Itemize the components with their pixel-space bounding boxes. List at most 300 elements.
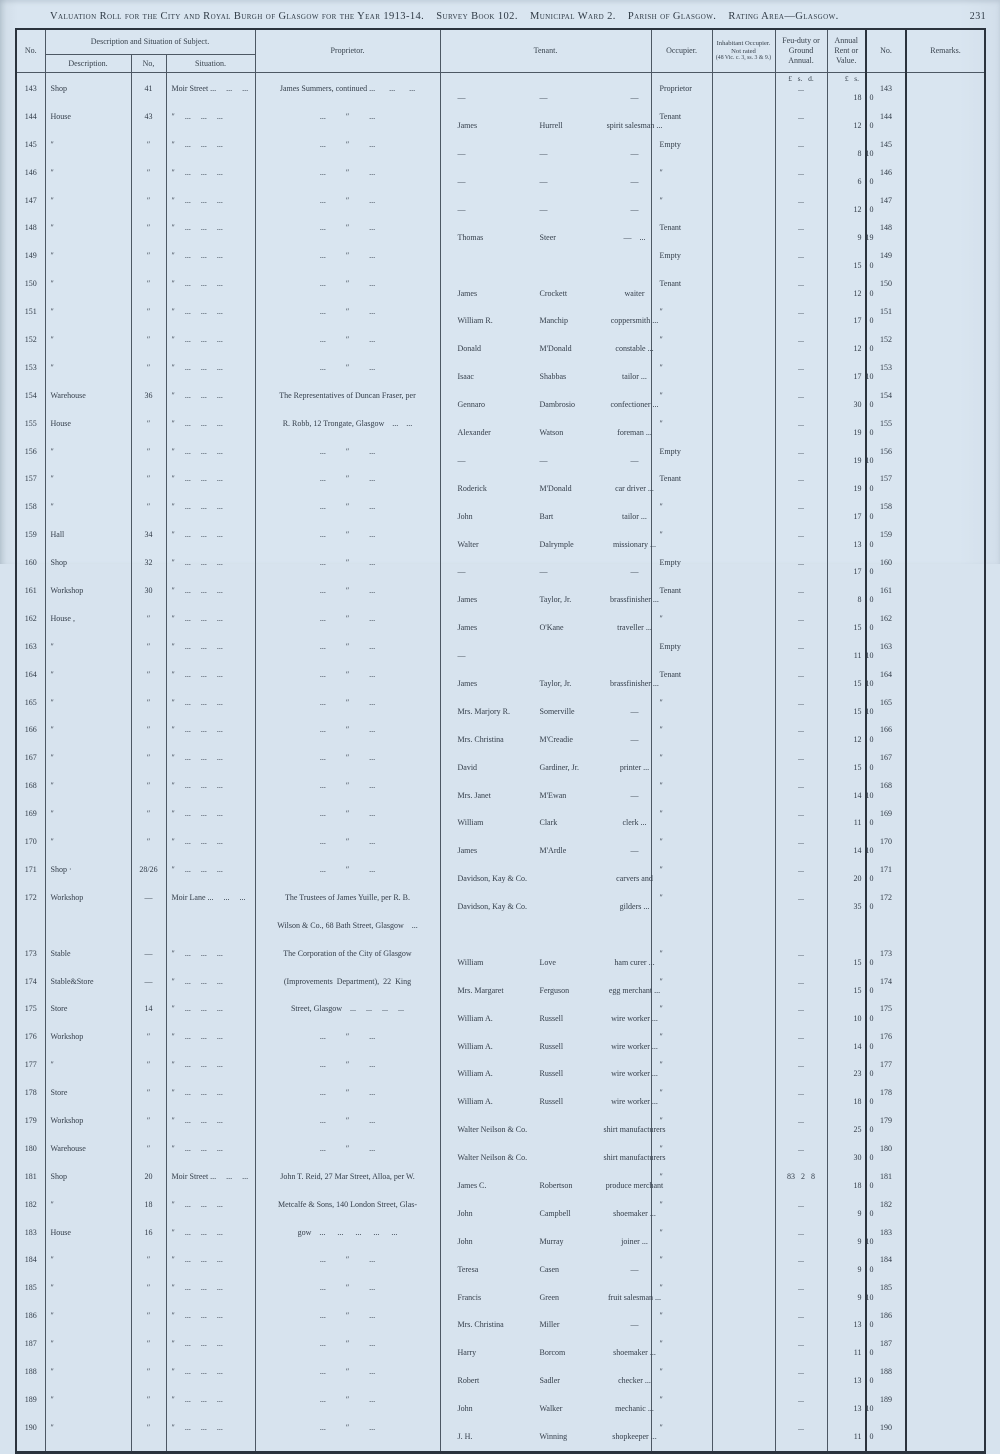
cell-inhabitant-occupier — [712, 1116, 775, 1144]
cell-situation: ″ ... ... ... — [166, 1004, 255, 1032]
cell-description: ″ — [45, 1311, 131, 1339]
cell-no-left: 182 — [16, 1200, 45, 1228]
col-header-proprietor: Proprietor. — [255, 29, 440, 73]
rent-pence: 10 — [865, 706, 874, 716]
cell-occupier: Tenant — [651, 474, 712, 502]
col-header-situation: Situation. — [166, 55, 255, 73]
cell-no-right: 187 — [866, 1339, 906, 1367]
cell-feu-duty: ... — [775, 530, 827, 558]
cell-situation: ″ ... ... ... — [166, 1032, 255, 1060]
inhabitant-occupier-line1: Inhabitant Occupier. — [716, 40, 771, 48]
cell-annual-rent — [827, 1339, 874, 1367]
cell-proprietor: ... ″ ... — [255, 1283, 440, 1311]
cell-inhabitant-occupier — [712, 725, 775, 753]
rent-pence: 0 — [869, 176, 874, 186]
tenant-forename: James — [457, 595, 478, 605]
cell-description: Stable&Store — [45, 977, 131, 1005]
cell-feu-duty: ... — [775, 196, 827, 224]
tenant-surname: Russell — [539, 1097, 564, 1107]
cell-situation: ″ ... ... ... — [166, 307, 255, 335]
tenant-forename: Gennaro — [457, 400, 486, 410]
tenant-forename: William — [457, 957, 484, 967]
col-header-description: Description. — [45, 55, 131, 73]
cell-no-right: 162 — [866, 614, 906, 642]
col-header-no-left: No. — [16, 29, 45, 73]
cell-inhabitant-occupier — [712, 502, 775, 530]
rent-pence: 0 — [869, 344, 874, 354]
cell-no-left: 156 — [16, 447, 45, 475]
cell-street-no: 14 — [131, 1004, 166, 1032]
cell-annual-rent — [827, 419, 874, 447]
cell-street-no: ″ — [131, 753, 166, 781]
cell-street-no: ″ — [131, 698, 166, 726]
tenant-forename: Walter Neilson & Co. — [457, 1153, 528, 1163]
cell-annual-rent — [827, 84, 874, 112]
tenant-surname: Walker — [539, 1404, 563, 1414]
cell-street-no: 28/26 — [131, 865, 166, 893]
cell-remarks — [906, 949, 985, 977]
cell-inhabitant-occupier — [712, 642, 775, 670]
cell-description: ″ — [45, 279, 131, 307]
rent-shillings: 12 — [853, 344, 862, 354]
table-row — [16, 502, 985, 530]
cell-no-left: 181 — [16, 1172, 45, 1200]
cell-description: ″ — [45, 447, 131, 475]
tenant-occupation: mechanic ... — [615, 1404, 654, 1414]
cell-inhabitant-occupier — [712, 586, 775, 614]
cell-feu-duty: ... — [775, 391, 827, 419]
cell-feu-duty: ... — [775, 670, 827, 698]
tenant-surname: M'Ardle — [539, 846, 567, 856]
cell-no-left: 178 — [16, 1088, 45, 1116]
cell-inhabitant-occupier — [712, 391, 775, 419]
cell-inhabitant-occupier — [712, 140, 775, 168]
cell-no-right: 146 — [866, 168, 906, 196]
cell-proprietor: ... ″ ... — [255, 112, 440, 140]
tenant-forename: Robert — [457, 1376, 480, 1386]
cell-feu-duty: ... — [775, 753, 827, 781]
tenant-occupation: — ... — [623, 232, 646, 242]
cell-description: Shop · — [45, 865, 131, 893]
cell-feu-duty: ... — [775, 977, 827, 1005]
cell-proprietor: ... ″ ... — [255, 1423, 440, 1452]
cell-tenant — [440, 865, 651, 893]
cell-remarks — [906, 447, 985, 475]
tenant-occupation: traveller ... — [617, 623, 652, 633]
cell-proprietor: James Summers, continued ... ... ... — [255, 84, 440, 112]
cell-no-left: 190 — [16, 1423, 45, 1452]
cell-description: Hall — [45, 530, 131, 558]
cell-no-right: 182 — [866, 1200, 906, 1228]
cell-proprietor: ... ″ ... — [255, 1088, 440, 1116]
rent-shillings: 11 — [853, 1348, 862, 1358]
cell-no-right: 170 — [866, 837, 906, 865]
cell-occupier: ″ — [651, 335, 712, 363]
cell-street-no: ″ — [131, 363, 166, 391]
tenant-forename: Mrs. Margaret — [457, 985, 504, 995]
cell-feu-duty: ... — [775, 893, 827, 921]
cell-annual-rent — [827, 586, 874, 614]
rent-shillings: 18 — [853, 1181, 862, 1191]
cell-remarks — [906, 977, 985, 1005]
cell-situation: ″ ... ... ... — [166, 168, 255, 196]
cell-annual-rent — [827, 1088, 874, 1116]
cell-proprietor: ... ″ ... — [255, 1032, 440, 1060]
tenant-surname: Robertson — [539, 1181, 573, 1191]
rent-shillings: 15 — [853, 985, 862, 995]
cell-street-no: ″ — [131, 1116, 166, 1144]
cell-description: ″ — [45, 502, 131, 530]
cell-situation: ″ ... ... ... — [166, 614, 255, 642]
cell-inhabitant-occupier — [712, 335, 775, 363]
cell-tenant — [440, 1367, 651, 1395]
cell-street-no: ″ — [131, 1423, 166, 1452]
cell-annual-rent — [827, 391, 874, 419]
cell-feu-duty: ... — [775, 781, 827, 809]
cell-annual-rent — [827, 893, 874, 921]
cell-no-right: 165 — [866, 698, 906, 726]
cell-feu-duty: ... — [775, 725, 827, 753]
cell-tenant — [440, 1088, 658, 1116]
cell-inhabitant-occupier — [712, 1060, 775, 1088]
rent-shillings: 20 — [853, 874, 862, 884]
cell-annual-rent — [827, 447, 874, 475]
cell-tenant — [440, 1395, 654, 1423]
cell-occupier: ″ — [651, 1172, 712, 1200]
cell-street-no: 41 — [131, 84, 166, 112]
cell-feu-duty: ... — [775, 1144, 827, 1172]
rent-shillings: 12 — [853, 121, 862, 131]
cell-occupier: ″ — [651, 1032, 712, 1060]
cell-description — [45, 921, 131, 949]
tenant-forename: — — [457, 455, 466, 465]
page-header — [0, 0, 1000, 22]
tenant-surname: Borcom — [539, 1348, 566, 1358]
cell-description: House — [45, 419, 131, 447]
cell-description: ″ — [45, 363, 131, 391]
cell-proprietor: ... ″ ... — [255, 586, 440, 614]
tenant-forename: William R. — [457, 316, 493, 326]
rent-shillings: 14 — [853, 1041, 862, 1051]
cell-situation: ″ ... ... ... — [166, 558, 255, 586]
cell-feu-duty: 83 2 8 — [775, 1172, 827, 1200]
cell-proprietor: Wilson & Co., 68 Bath Street, Glasgow ... — [255, 921, 440, 949]
cell-remarks — [906, 307, 985, 335]
rent-pence: 10 — [865, 1404, 874, 1414]
col-header-tenant: Tenant. — [440, 29, 651, 73]
rent-pence: 0 — [869, 1097, 874, 1107]
tenant-occupation: shirt manufacturers — [603, 1125, 666, 1135]
cell-no-right: 166 — [866, 725, 906, 753]
cell-annual-rent — [827, 670, 874, 698]
cell-street-no: ″ — [131, 223, 166, 251]
cell-occupier: Empty — [651, 251, 712, 279]
cell-street-no: ″ — [131, 670, 166, 698]
cell-annual-rent — [827, 642, 874, 670]
table-row — [16, 447, 985, 475]
cell-proprietor: ... ″ ... — [255, 223, 440, 251]
cell-description: ″ — [45, 251, 131, 279]
cell-no-right: 148 — [866, 223, 906, 251]
cell-occupier: ″ — [651, 391, 712, 419]
tenant-occupation: shoemaker ... — [613, 1208, 656, 1218]
tenant-occupation: wire worker ... — [611, 1013, 658, 1023]
cell-description: ″ — [45, 809, 131, 837]
cell-street-no: ″ — [131, 1311, 166, 1339]
tenant-forename: William A. — [457, 1041, 493, 1051]
rent-pence: 0 — [869, 511, 874, 521]
cell-annual-rent — [827, 502, 874, 530]
cell-no-right: 164 — [866, 670, 906, 698]
cell-inhabitant-occupier — [712, 809, 775, 837]
tenant-occupation: — — [630, 149, 639, 159]
cell-inhabitant-occupier — [712, 1004, 775, 1032]
rent-pence: 0 — [869, 734, 874, 744]
cell-remarks — [906, 1255, 985, 1283]
cell-remarks — [906, 586, 985, 614]
cell-feu-duty: ... — [775, 1367, 827, 1395]
rent-shillings: 8 — [857, 595, 862, 605]
cell-remarks — [906, 865, 985, 893]
cell-remarks — [906, 809, 985, 837]
cell-description: ″ — [45, 725, 131, 753]
cell-remarks — [906, 753, 985, 781]
tenant-forename: John — [457, 1236, 473, 1246]
cell-no-left: 180 — [16, 1144, 45, 1172]
tenant-surname: Love — [539, 957, 556, 967]
cell-remarks — [906, 642, 985, 670]
table-row — [16, 363, 985, 391]
cell-tenant — [440, 977, 661, 1005]
tenant-forename: William A. — [457, 1097, 493, 1107]
cell-description: ″ — [45, 168, 131, 196]
cell-no-left: 153 — [16, 363, 45, 391]
cell-proprietor: ... ″ ... — [255, 1255, 440, 1283]
cell-remarks — [906, 1088, 985, 1116]
tenant-surname: O'Kane — [539, 623, 564, 633]
cell-proprietor: ... ″ ... — [255, 474, 440, 502]
tenant-forename: David — [457, 762, 478, 772]
cell-no-right: 186 — [866, 1311, 906, 1339]
cell-tenant — [440, 502, 651, 530]
cell-situation: ″ ... ... ... — [166, 447, 255, 475]
cell-remarks — [906, 391, 985, 419]
rent-pence: 10 — [865, 372, 874, 382]
table-row — [16, 307, 985, 335]
tenant-surname: M'Ewan — [539, 790, 567, 800]
rent-pence: 0 — [869, 204, 874, 214]
inhabitant-occupier-line3: (48 Vic. c. 3, ss. 3 & 9.) — [715, 55, 772, 62]
cell-situation: ″ ... ... ... — [166, 419, 255, 447]
rent-pence: 0 — [869, 316, 874, 326]
tenant-surname: — — [539, 567, 548, 577]
cell-occupier: ″ — [651, 1116, 712, 1144]
tenant-surname: Hurrell — [539, 121, 563, 131]
cell-proprietor: ... ″ ... — [255, 363, 440, 391]
rent-pence: 0 — [869, 874, 874, 884]
cell-tenant — [440, 474, 654, 502]
cell-feu-duty: ... — [775, 865, 827, 893]
cell-remarks — [906, 84, 985, 112]
table-row — [16, 1283, 985, 1311]
cell-no-right: 145 — [866, 140, 906, 168]
cell-annual-rent — [827, 809, 874, 837]
cell-street-no: 20 — [131, 1172, 166, 1200]
col-header-inhabitant-occupier — [712, 29, 775, 73]
table-row — [16, 753, 985, 781]
cell-tenant — [440, 391, 659, 419]
cell-street-no: ″ — [131, 474, 166, 502]
cell-annual-rent — [827, 223, 874, 251]
cell-no-left: 173 — [16, 949, 45, 977]
cell-annual-rent — [827, 781, 874, 809]
tenant-occupation: — — [630, 734, 639, 744]
tenant-forename: — — [457, 149, 466, 159]
cell-annual-rent — [827, 865, 874, 893]
rent-shillings: 8 — [857, 149, 862, 159]
cell-proprietor: ... ″ ... — [255, 502, 440, 530]
cell-description: Workshop — [45, 893, 131, 921]
cell-tenant — [440, 1032, 658, 1060]
cell-annual-rent — [827, 168, 874, 196]
rent-shillings: 15 — [853, 679, 862, 688]
tenant-occupation: — — [630, 204, 639, 214]
rent-shillings: 19 — [853, 427, 862, 437]
cell-tenant — [440, 781, 651, 809]
rent-pence: 0 — [869, 985, 874, 995]
tenant-forename: Teresa — [457, 1264, 479, 1274]
cell-proprietor: ... ″ ... — [255, 335, 440, 363]
cell-inhabitant-occupier — [712, 168, 775, 196]
cell-tenant — [440, 140, 651, 168]
cell-annual-rent — [827, 725, 874, 753]
tenant-forename: John — [457, 1208, 473, 1218]
cell-feu-duty: ... — [775, 1311, 827, 1339]
cell-occupier — [651, 921, 712, 949]
cell-annual-rent — [827, 140, 874, 168]
tenant-occupation: missionary ... — [612, 539, 657, 549]
cell-inhabitant-occupier — [712, 251, 775, 279]
col-header-street-no: No, — [131, 55, 166, 73]
cell-occupier: Tenant — [651, 223, 712, 251]
cell-proprietor: ... ″ ... — [255, 1116, 440, 1144]
cell-annual-rent — [827, 1200, 874, 1228]
rent-shillings: 11 — [853, 1432, 862, 1442]
cell-remarks — [906, 223, 985, 251]
cell-feu-duty: ... — [775, 251, 827, 279]
rent-pence: 0 — [869, 539, 874, 549]
col-header-annual-rent: Annual Rent or Value. — [827, 29, 866, 73]
rent-shillings: 9 — [857, 1236, 862, 1246]
cell-occupier: ″ — [651, 781, 712, 809]
cell-feu-duty: ... — [775, 809, 827, 837]
cell-tenant — [440, 698, 651, 726]
cell-no-left: 169 — [16, 809, 45, 837]
tenant-occupation: waiter — [624, 288, 645, 298]
cell-tenant — [440, 642, 651, 670]
rent-pence: 0 — [869, 818, 874, 828]
tenant-forename: Harry — [457, 1348, 477, 1358]
cell-street-no: ″ — [131, 1032, 166, 1060]
cell-occupier: Empty — [651, 140, 712, 168]
cell-situation: Moir Street ... ... ... — [166, 1172, 255, 1200]
rent-shillings: 10 — [853, 1013, 862, 1023]
cell-inhabitant-occupier — [712, 921, 775, 949]
rent-shillings: 17 — [853, 567, 862, 577]
cell-street-no: ″ — [131, 725, 166, 753]
tenant-surname: Watson — [539, 427, 564, 437]
cell-inhabitant-occupier — [712, 196, 775, 224]
cell-occupier: ″ — [651, 698, 712, 726]
cell-proprietor: ... ″ ... — [255, 1339, 440, 1367]
cell-no-left: 166 — [16, 725, 45, 753]
cell-situation: ″ ... ... ... — [166, 1255, 255, 1283]
cell-remarks — [906, 893, 985, 921]
cell-no-left: 189 — [16, 1395, 45, 1423]
rent-shillings: 13 — [853, 1404, 862, 1414]
cell-situation: ″ ... ... ... — [166, 530, 255, 558]
cell-street-no: ″ — [131, 614, 166, 642]
cell-no-right: 169 — [866, 809, 906, 837]
cell-inhabitant-occupier — [712, 84, 775, 112]
table-row — [16, 893, 985, 921]
tenant-surname: Casen — [539, 1264, 560, 1274]
cell-no-left: 147 — [16, 196, 45, 224]
cell-occupier: ″ — [651, 753, 712, 781]
cell-occupier: ″ — [651, 1144, 712, 1172]
cell-feu-duty: ... — [775, 558, 827, 586]
cell-proprietor: ... ″ ... — [255, 642, 440, 670]
cell-no-right: 143 — [866, 84, 906, 112]
cell-description: Stable — [45, 949, 131, 977]
cell-tenant — [440, 837, 651, 865]
cell-no-right: 171 — [866, 865, 906, 893]
cell-situation: ″ ... ... ... — [166, 1060, 255, 1088]
rent-shillings: 15 — [853, 957, 862, 967]
cell-tenant — [440, 949, 655, 977]
cell-description: ″ — [45, 196, 131, 224]
table-row — [16, 1032, 985, 1060]
cell-no-right: 172 — [866, 893, 906, 921]
cell-occupier: ″ — [651, 1088, 712, 1116]
cell-feu-duty: ... — [775, 447, 827, 475]
cell-description: ″ — [45, 1060, 131, 1088]
cell-annual-rent — [827, 1283, 874, 1311]
cell-no-left: 154 — [16, 391, 45, 419]
cell-no-left: 143 — [16, 84, 45, 112]
cell-remarks — [906, 1311, 985, 1339]
cell-tenant — [440, 1004, 658, 1032]
table-body — [16, 84, 985, 1452]
rent-pence: 10 — [865, 790, 874, 800]
cell-occupier: ″ — [651, 1339, 712, 1367]
cell-description: Warehouse — [45, 391, 131, 419]
cell-tenant — [440, 809, 651, 837]
cell-no-left: 187 — [16, 1339, 45, 1367]
cell-no-left: 146 — [16, 168, 45, 196]
rent-pence: 0 — [869, 623, 874, 633]
cell-occupier: ″ — [651, 419, 712, 447]
tenant-surname: Dambrosio — [539, 400, 576, 410]
tenant-forename: William A. — [457, 1069, 493, 1079]
rent-shillings: 9 — [857, 1264, 862, 1274]
cell-remarks — [906, 837, 985, 865]
cell-proprietor: Street, Glasgow ... ... ... ... — [255, 1004, 440, 1032]
rent-pence: 10 — [865, 455, 874, 465]
cell-description: Workshop — [45, 586, 131, 614]
cell-situation: ″ ... ... ... — [166, 1283, 255, 1311]
tenant-forename: Davidson, Kay & Co. — [457, 874, 528, 884]
